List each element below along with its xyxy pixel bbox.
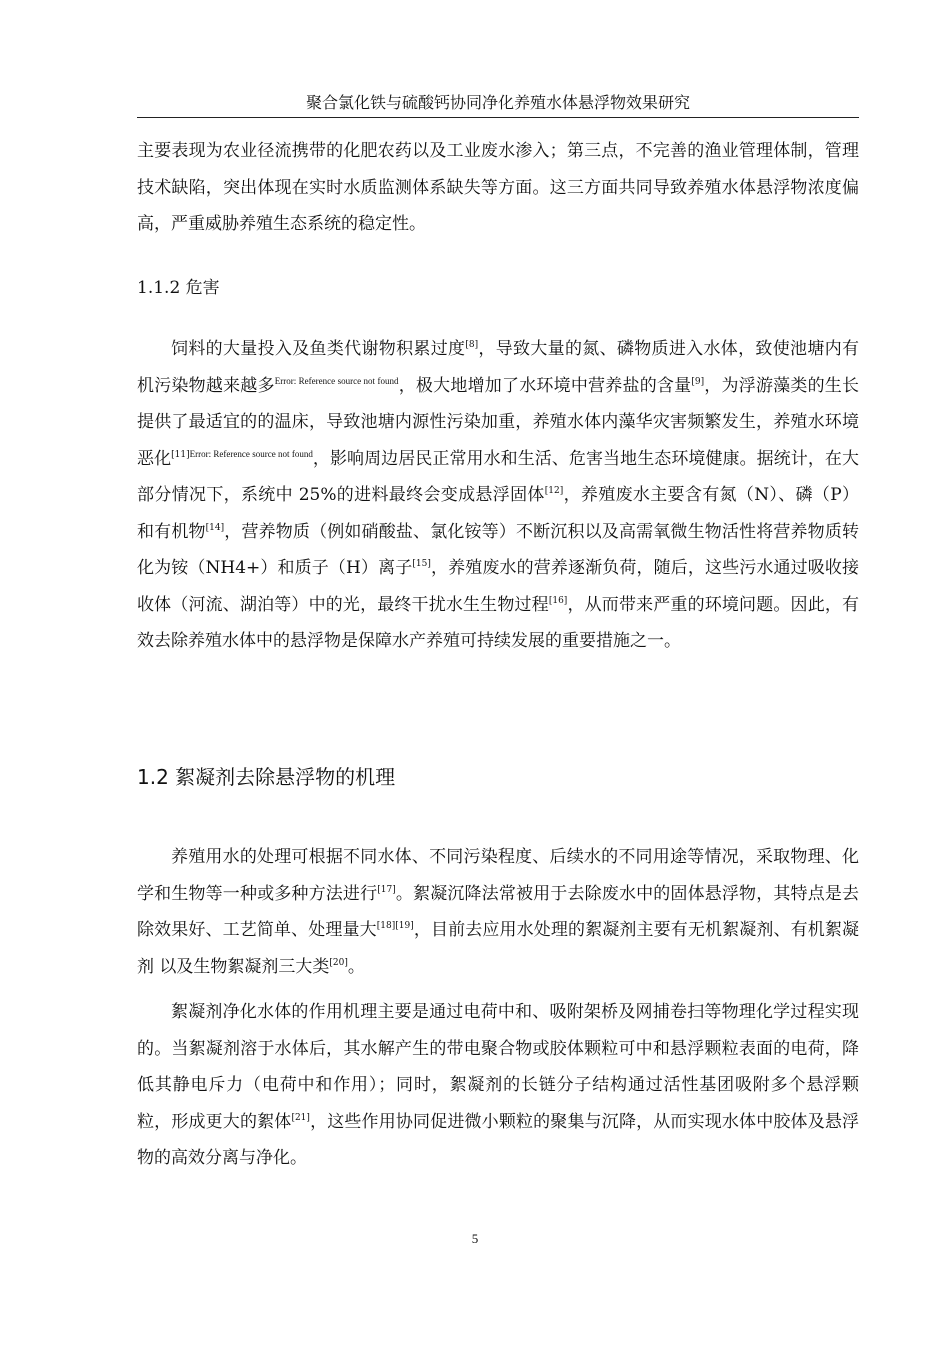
reference-error: Error: Reference source not found (274, 375, 399, 386)
citation: [16] (548, 595, 568, 606)
citation: [12] (544, 486, 564, 496)
citation: [15] (412, 559, 431, 569)
page-number: 5 (471, 1231, 479, 1246)
citation: [17] (377, 884, 396, 895)
citation: [11] (171, 449, 190, 460)
citation: [21] (291, 1112, 310, 1123)
citation: [8] (465, 340, 479, 350)
running-title: 聚合氯化铁与硫酸钙协同净化养殖水体悬浮物效果研究 (305, 93, 690, 112)
reference-error: Error: Reference source not found (189, 448, 313, 459)
citation: [14] (205, 522, 225, 533)
section-heading-1-1-2: 1.1.2 危害 (137, 278, 220, 298)
mechanism-paragraph-2: 絮凝剂净化水体的作用机理主要是通过电荷中和、吸附架桥及网捕卷扫等物理化学过程实现的。当絮凝剂溶于水体后，其水解产生的带电聚合物或胶体颗粒可中和悬浮颗粒表面的电荷，降低其静电斥力（电荷中和作用）；同时，絮凝剂的长链分子结构通过活性基团吸附多个悬浮颗粒，形成更大的絮体[21]，这些作用协同促进微小颗粒的聚集与沉降，从而实现水体中胶体及悬浮物的高效分离与净化。 (137, 1002, 860, 1168)
citation: [20] (329, 957, 348, 968)
page-header (137, 91, 859, 118)
harm-paragraph: 饲料的大量投入及鱼类代谢物积累过度[8]，导致大量的氮、磷物质进入水体，致使池塘内有机污染物越来越多$^{Error: Reference source not found}$，极大地增加了水环境中营养盐的含量[9]，为浮游藻类的生长提供了最适宜的的温床，导致池塘内源性污染加重，养殖水体内藻华灾害频繁发生，养殖水环境恶化$^{[11]Error: Reference source not found}$，影响周边居民正常用水和生活、危害当地生态环境健康。据统计，在大部分情况下，系统中 25%的进料最终会变成悬浮固体[12]，养殖废水主要含有氮（N）、磷（P）和有机物[14]，营养物质（例如硝酸盐、氯化铵等）不断沉积以及高需氧微生物活性将营养物质转化为铵（NH4+）和质子（H）离子[15]，养殖废水的营养逐渐负荷，随后，这些污水通过吸收接收体（河流、湖泊等）中的光，最终干扰水生生物过程[16]，从而带来严重的环境问题。因此，有效去除养殖水体中的悬浮物是保障水产养殖可持续发展的重要措施之一。 (137, 339, 860, 651)
intro-paragraph: 主要表现为农业径流携带的化肥农药以及工业废水渗入；第三点，不完善的渔业管理体制，管理技术缺陷，突出体现在实时水质监测体系缺失等方面。这三方面共同导致养殖水体悬浮物浓度偏高，严重威胁养殖生态系统的稳定性。 (137, 141, 859, 234)
mechanism-paragraph-1: 养殖用水的处理可根据不同水体、不同污染程度、后续水的不同用途等情况，采取物理、化学和生物等一种或多种方法进行[17]。絮凝沉降法常被用于去除废水中的固体悬浮物，其特点是去除效果好、工艺简单、处理量大[18][19]，目前去应用水处理的絮凝剂主要有无机絮凝剂、有机絮凝剂 以及生物絮凝剂三大类[20]。 (137, 847, 860, 977)
section-heading-1-2: 1.2 絮凝剂去除悬浮物的机理 (137, 765, 396, 789)
citation: [18][19] (376, 921, 414, 931)
citation: [9] (691, 376, 705, 387)
